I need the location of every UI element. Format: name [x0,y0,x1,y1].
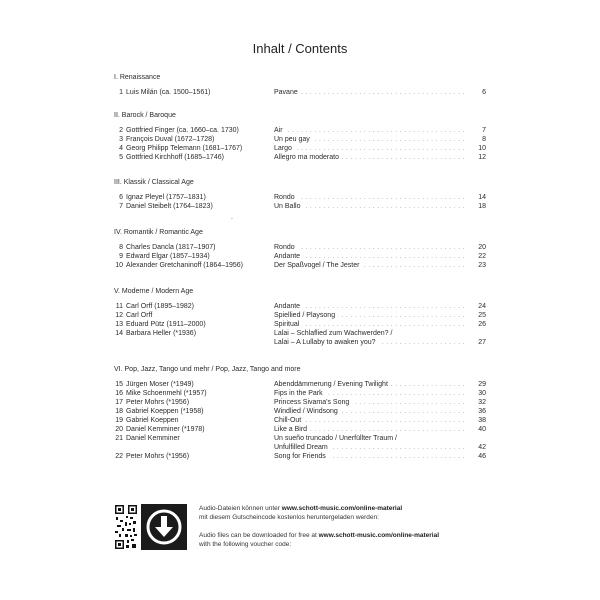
entry-page: 12 [478,154,486,161]
download-url[interactable]: www.schott-music.com/online-material [281,505,403,512]
entry-number: 13 [115,321,123,328]
list-item [114,311,486,320]
list-item [114,126,486,135]
list-item [114,193,486,202]
entry-piece: Largo . . . [274,144,464,153]
entry-composer: Daniel Kemminer (*1978) [126,426,205,433]
entry-page: 40 [478,426,486,433]
entry-page: 8 [482,136,486,143]
section-romantic [114,228,486,270]
entry-piece: Der Spaßvogel / The Jester . . . [274,261,464,270]
download-text-en-2: with the following voucher code: [199,541,292,548]
entry-piece: Rondo . . . [274,193,464,202]
entry-piece: Windlied / Windsong . . . [274,407,464,416]
entry-page: 22 [478,253,486,260]
entry-composer: Jürgen Moser (*1949) [126,381,194,388]
list-item [114,320,486,329]
entry-composer: Gottfried Finger (ca. 1660–ca. 1730) [126,127,239,134]
entry-composer: Peter Mohrs (*1956) [126,399,190,406]
qr-code-icon [114,504,138,550]
entry-page: 25 [478,312,486,319]
section-title: IV. Romantik / Romantic Age [114,229,203,236]
entry-piece: Andante . . . [274,302,464,311]
entry-number: 2 [119,127,123,134]
download-instructions [199,504,489,549]
entry-page: 32 [478,399,486,406]
entry-number: 7 [119,203,123,210]
entry-composer: Daniel Kemminer [126,435,180,442]
entry-composer: Daniel Steibelt (1764–1823) [126,203,213,210]
entry-number: 3 [119,136,123,143]
entry-number: 8 [119,244,123,251]
entry-piece: Unfulfilled Dream . . . [274,443,464,452]
entry-number: 5 [119,154,123,161]
list-item [114,338,486,347]
download-url-en[interactable]: www.schott-music.com/online-material [318,532,440,539]
section-renaissance [114,73,486,97]
list-item [114,329,486,338]
page-title: Inhalt / Contents [252,41,348,56]
entry-composer: Gottfried Kirchhoff (1685–1746) [126,154,224,161]
list-item [114,434,486,443]
entry-piece: Spiellied / Playsong . . . [274,311,464,320]
entry-piece: Like a Bird . . . [274,425,464,434]
section-title: I. Renaissance [114,74,161,81]
entry-piece: Lalai – A Lullaby to awaken you? . . . [274,338,464,347]
entry-composer: François Duval (1672–1728) [126,136,215,143]
entry-piece: Princess Sivama's Song . . . [274,398,464,407]
section-classical [114,178,486,211]
list-item [114,252,486,261]
entry-piece: Abenddämmerung / Evening Twilight . . . [274,380,464,389]
list-item [114,88,486,97]
entry-piece: Pavane . . . [274,88,464,97]
entry-page: 26 [478,321,486,328]
entry-page: 14 [478,194,486,201]
entry-composer: Georg Philipp Telemann (1681–1767) [126,145,243,152]
list-item [114,416,486,425]
entry-piece: Fips in the Park . . . [274,389,464,398]
entry-number: 1 [119,89,123,96]
list-item [114,407,486,416]
entry-composer: Gabriel Koeppen [126,417,179,424]
entry-piece: Rondo . . . [274,243,464,252]
list-item [114,135,486,144]
entry-page: 10 [478,145,486,152]
list-item [114,398,486,407]
entry-page: 42 [478,444,486,451]
entry-number: 17 [115,399,123,406]
entry-page: 20 [478,244,486,251]
entry-page: 6 [482,89,486,96]
entry-number: 9 [119,253,123,260]
entry-number: 15 [115,381,123,388]
list-item [114,144,486,153]
entry-composer: Barbara Heller (*1936) [126,330,197,337]
entry-number: 4 [119,145,123,152]
entry-composer: Charles Dancla (1817–1907) [126,244,216,251]
entry-piece: Lalai – Schlaflied zum Wachwerden? / [274,329,464,338]
entry-number: 12 [115,312,123,319]
entry-page: 38 [478,417,486,424]
download-arrow-icon [141,504,187,550]
list-item [114,443,486,452]
list-item [114,389,486,398]
entry-page: 46 [478,453,486,460]
section-title: V. Moderne / Modern Age [114,288,194,295]
entry-page: 27 [478,339,486,346]
section-modern [114,287,486,347]
entry-composer: Eduard Pütz (1911–2000) [126,321,206,328]
entry-number: 20 [115,426,123,433]
section-pop-jazz [114,365,486,461]
entry-composer: Alexander Gretchaninoff (1864–1956) [126,262,244,269]
download-text-en: Audio files can be downloaded for free at www.schott-music.com/online-material [199,532,440,539]
entry-piece: Air . . . [274,126,464,135]
entry-page: 29 [478,381,486,388]
entry-number: 10 [115,262,123,269]
entry-composer: Carl Orff (1895–1982) [126,303,194,310]
entry-page: 30 [478,390,486,397]
entry-composer: Ignaz Pleyel (1757–1831) [126,194,206,201]
entry-page: 7 [482,127,486,134]
list-item [114,153,486,162]
entry-piece: Spiritual . . . [274,320,464,329]
entry-number: 18 [115,408,123,415]
list-item [114,452,486,461]
entry-page: 18 [478,203,486,210]
entry-number: 14 [115,330,123,337]
entry-composer: Carl Orff [126,312,153,319]
entry-composer: Luis Milán (ca. 1500–1561) [126,89,211,96]
entry-piece: Allegro ma moderato . . . [274,153,464,162]
stray-mark: . [231,214,233,221]
list-item [114,243,486,252]
entry-number: 19 [115,417,123,424]
entry-number: 6 [119,194,123,201]
download-text-de-2: mit diesem Gutscheincode kostenlos heruntergeladen werden: [199,514,379,521]
entry-composer: Mike Schoenmehl (*1957) [126,390,207,397]
entry-number: 16 [115,390,123,397]
entry-page: 24 [478,303,486,310]
list-item [114,302,486,311]
entry-piece: Un peu gay . . . [274,135,464,144]
section-title: VI. Pop, Jazz, Tango und mehr / Pop, Jazz, Tango and more [114,366,301,373]
list-item [114,425,486,434]
entry-composer: Edward Elgar (1857–1934) [126,253,210,260]
entry-composer: Gabriel Koeppen (*1958) [126,408,204,415]
entry-piece: Un sueño truncado / Unerfüllter Traum / [274,434,464,443]
audio-download-note [114,504,486,554]
entry-number: 22 [115,453,123,460]
entry-piece: Andante . . . [274,252,464,261]
list-item [114,380,486,389]
entry-number: 11 [115,303,123,310]
entry-piece: Song for Friends . . . [274,452,464,461]
list-item [114,202,486,211]
entry-piece: Chill-Out . . . [274,416,464,425]
entry-piece: Un Ballo . . . [274,202,464,211]
entry-composer: Peter Mohrs (*1956) [126,453,190,460]
entry-number: 21 [115,435,123,442]
section-title: II. Barock / Baroque [114,112,176,119]
section-title: III. Klassik / Classical Age [114,179,194,186]
entry-page: 23 [478,262,486,269]
list-item [114,261,486,270]
entry-page: 36 [478,408,486,415]
download-text-de: Audio-Dateien können unter www.schott-music.com/online-material [199,505,403,512]
section-baroque [114,111,486,162]
